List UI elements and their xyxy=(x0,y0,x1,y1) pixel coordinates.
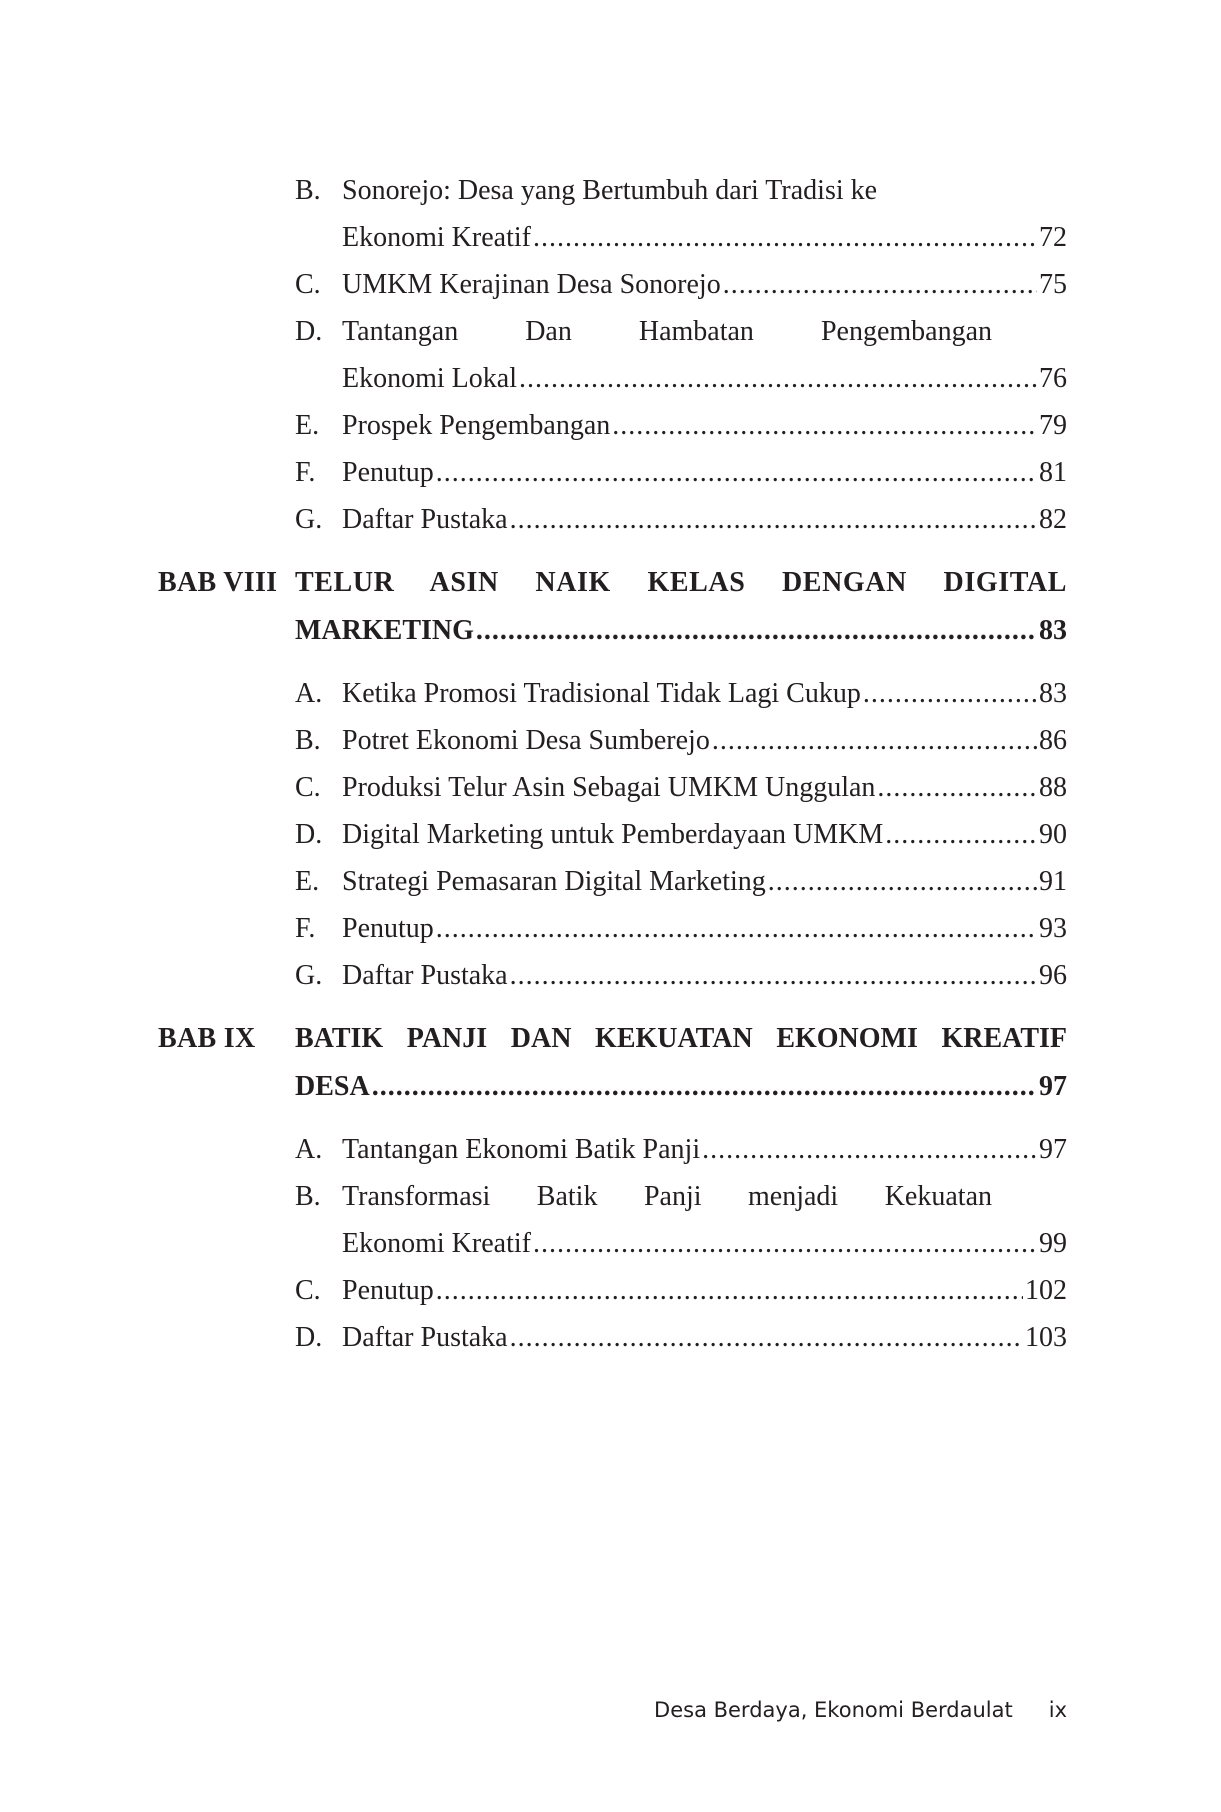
toc-letter: A. xyxy=(295,678,323,709)
leader-dots xyxy=(712,725,1037,757)
toc-entry[interactable] xyxy=(342,678,1067,710)
leader-dots xyxy=(436,1275,1023,1307)
toc-letter: G. xyxy=(295,504,323,535)
page-number: 97 xyxy=(1039,1134,1067,1165)
leader-dots xyxy=(436,913,1037,945)
page-footer xyxy=(650,1698,1067,1722)
toc-entry[interactable] xyxy=(342,819,1067,851)
toc-entry-text: Tantangan Dan Hambatan Pengembangan xyxy=(342,316,992,347)
toc-letter: B. xyxy=(295,175,321,206)
leader-dots xyxy=(476,615,1037,647)
page-number: 88 xyxy=(1039,772,1067,803)
toc-entry-text: Ketika Promosi Tradisional Tidak Lagi Cukup xyxy=(342,678,861,709)
leader-dots xyxy=(510,1322,1023,1354)
toc-entry-text: Tantangan Ekonomi Batik Panji xyxy=(342,1134,701,1165)
page-number: 91 xyxy=(1039,866,1067,897)
page-number: 81 xyxy=(1039,457,1067,488)
leader-dots xyxy=(533,1228,1037,1260)
toc-entry[interactable] xyxy=(342,866,1067,898)
toc-letter: G. xyxy=(295,960,323,991)
page-number: 75 xyxy=(1039,269,1067,300)
toc-entry-text: Daftar Pustaka xyxy=(342,504,508,535)
toc-entry[interactable] xyxy=(342,960,1067,992)
page-number: 76 xyxy=(1039,363,1067,394)
page-number: 96 xyxy=(1039,960,1067,991)
toc-entry-text: Sonorejo: Desa yang Bertumbuh dari Tradisi ke xyxy=(342,175,878,206)
page-number: 72 xyxy=(1039,222,1067,253)
toc-letter: B. xyxy=(295,1181,321,1212)
toc-entry[interactable] xyxy=(342,269,1067,301)
toc-letter: D. xyxy=(295,1322,323,1353)
leader-dots xyxy=(533,222,1037,254)
toc-entry-text: Ekonomi Lokal xyxy=(342,363,517,394)
toc-entry-text: Ekonomi Kreatif xyxy=(342,1228,531,1259)
page-number: 102 xyxy=(1025,1275,1067,1306)
toc-letter: C. xyxy=(295,269,321,300)
chapter-title: DESA xyxy=(295,1071,370,1102)
toc-letter: E. xyxy=(295,866,320,897)
toc-entry[interactable] xyxy=(342,725,1067,757)
leader-dots xyxy=(510,504,1037,536)
leader-dots xyxy=(510,960,1037,992)
toc-entry[interactable] xyxy=(342,1134,1067,1166)
leader-dots xyxy=(372,1071,1037,1103)
leader-dots xyxy=(519,363,1037,395)
page-number: 93 xyxy=(1039,913,1067,944)
toc-entry-text: Produksi Telur Asin Sebagai UMKM Unggulan xyxy=(342,772,876,803)
toc-entry[interactable] xyxy=(342,1275,1067,1307)
toc-entry-text: Penutup xyxy=(342,1275,434,1306)
leader-dots xyxy=(612,410,1037,442)
toc-entry[interactable] xyxy=(342,913,1067,945)
toc-entry-text: Transformasi Batik Panji menjadi Kekuatan xyxy=(342,1181,992,1212)
toc-entry-text: Daftar Pustaka xyxy=(342,1322,508,1353)
page-number: 83 xyxy=(1039,615,1067,646)
chapter-label: BAB IX xyxy=(158,1023,256,1054)
chapter-entry[interactable] xyxy=(295,1071,1067,1103)
toc-entry[interactable] xyxy=(342,363,1067,395)
toc-letter: B. xyxy=(295,725,321,756)
leader-dots xyxy=(436,457,1037,489)
page-number: 83 xyxy=(1039,678,1067,709)
toc-letter: F. xyxy=(295,913,316,944)
chapter-entry[interactable] xyxy=(295,615,1067,647)
toc-entry[interactable] xyxy=(342,222,1067,254)
leader-dots xyxy=(885,819,1037,851)
page-number: 99 xyxy=(1039,1228,1067,1259)
toc-letter: E. xyxy=(295,410,320,441)
toc-letter: C. xyxy=(295,772,321,803)
leader-dots xyxy=(877,772,1037,804)
toc-entry[interactable] xyxy=(342,1228,1067,1260)
toc-letter: D. xyxy=(295,819,323,850)
toc-entry-text: Ekonomi Kreatif xyxy=(342,222,531,253)
toc-entry-text: Prospek Pengembangan xyxy=(342,410,611,441)
toc-letter: F. xyxy=(295,457,316,488)
leader-dots xyxy=(723,269,1037,301)
toc-entry-text: Penutup xyxy=(342,457,434,488)
chapter-title: TELUR ASIN NAIK KELAS DENGAN DIGITAL xyxy=(295,567,1067,598)
toc-entry-text: Strategi Pemasaran Digital Marketing xyxy=(342,866,766,897)
page-number: 79 xyxy=(1039,410,1067,441)
toc-entry-text: UMKM Kerajinan Desa Sonorejo xyxy=(342,269,721,300)
chapter-title: MARKETING xyxy=(295,615,474,646)
toc-entry[interactable] xyxy=(342,410,1067,442)
toc-letter: C. xyxy=(295,1275,321,1306)
toc-letter: D. xyxy=(295,316,323,347)
running-title: Desa Berdaya, Ekonomi Berdaulat xyxy=(654,1698,1013,1722)
leader-dots xyxy=(702,1134,1037,1166)
leader-dots xyxy=(863,678,1037,710)
page-number: 97 xyxy=(1039,1071,1067,1102)
folio: ix xyxy=(1048,1698,1067,1722)
toc-entry[interactable] xyxy=(342,1322,1067,1354)
chapter-label: BAB VIII xyxy=(158,567,278,598)
toc-entry[interactable] xyxy=(342,504,1067,536)
chapter-title: BATIK PANJI DAN KEKUATAN EKONOMI KREATIF xyxy=(295,1023,1067,1054)
leader-dots xyxy=(768,866,1037,898)
page-number: 82 xyxy=(1039,504,1067,535)
toc-entry-text: Daftar Pustaka xyxy=(342,960,508,991)
toc-entry-text: Penutup xyxy=(342,913,434,944)
toc-letter: A. xyxy=(295,1134,323,1165)
toc-entry-text: Potret Ekonomi Desa Sumberejo xyxy=(342,725,710,756)
toc-entry[interactable] xyxy=(342,457,1067,489)
toc-entry[interactable] xyxy=(342,772,1067,804)
page-number: 90 xyxy=(1039,819,1067,850)
page-number: 86 xyxy=(1039,725,1067,756)
page-number: 103 xyxy=(1025,1322,1067,1353)
toc-entry-text: Digital Marketing untuk Pemberdayaan UMKM xyxy=(342,819,884,850)
